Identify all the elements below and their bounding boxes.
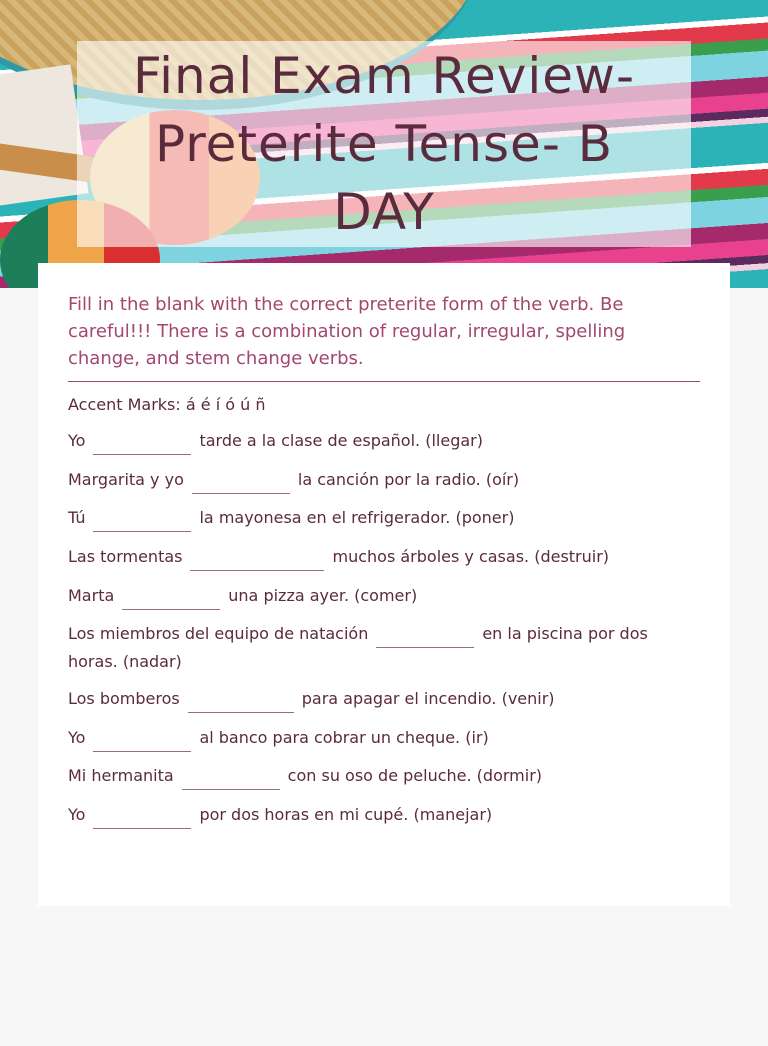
answer-blank-1[interactable]: [93, 428, 191, 455]
answer-blank-10[interactable]: [93, 802, 191, 829]
answer-blank-3[interactable]: [93, 505, 191, 532]
question-suffix: para apagar el incendio. (venir): [301, 689, 555, 708]
question-suffix: la mayonesa en el refrigerador. (poner): [199, 508, 515, 527]
answer-blank-6[interactable]: [376, 621, 474, 648]
title-box: [77, 41, 691, 247]
question-4: [68, 543, 700, 571]
question-prefix: Yo: [68, 431, 86, 450]
question-7: [68, 685, 700, 713]
worksheet-card: [38, 263, 730, 906]
question-prefix: Los bomberos: [68, 689, 180, 708]
answer-blank-4[interactable]: [190, 544, 324, 571]
question-suffix: por dos horas en mi cupé. (manejar): [199, 805, 493, 824]
answer-blank-8[interactable]: [93, 725, 191, 752]
question-prefix: Mi hermanita: [68, 766, 174, 785]
answer-blank-5[interactable]: [122, 583, 220, 610]
instructions-text: Fill in the blank with the correct preterite form of the verb. Be careful!!! There is a combination of regular, irregular, spelling change, and stem change verbs.: [68, 294, 626, 369]
question-5: [68, 582, 700, 610]
question-10: [68, 801, 700, 829]
question-suffix: muchos árboles y casas. (destruir): [332, 547, 610, 566]
question-prefix: Las tormentas: [68, 547, 183, 566]
question-prefix: Margarita y yo: [68, 470, 184, 489]
question-suffix: con su oso de peluche. (dormir): [287, 766, 543, 785]
question-prefix: Marta: [68, 586, 115, 605]
question-9: [68, 762, 700, 790]
page-title: Final Exam Review- Preterite Tense- B DAY: [133, 47, 635, 241]
question-2: [68, 466, 700, 494]
question-3: [68, 504, 700, 532]
answer-blank-7[interactable]: [188, 686, 294, 713]
answer-blank-2[interactable]: [192, 467, 290, 494]
question-prefix: Tú: [68, 508, 86, 527]
divider: [68, 381, 700, 382]
question-1: [68, 427, 700, 455]
question-suffix: una pizza ayer. (comer): [228, 586, 418, 605]
question-6: [68, 620, 700, 676]
question-prefix: Yo: [68, 728, 86, 747]
question-suffix: al banco para cobrar un cheque. (ir): [199, 728, 489, 747]
question-suffix: la canción por la radio. (oír): [297, 470, 520, 489]
question-prefix: Yo: [68, 805, 86, 824]
answer-blank-9[interactable]: [182, 763, 280, 790]
question-prefix: Los miembros del equipo de natación: [68, 624, 369, 643]
question-suffix: en la piscina por dos horas. (nadar): [68, 624, 648, 671]
question-suffix: tarde a la clase de español. (llegar): [199, 431, 483, 450]
accent-marks-text: Accent Marks: á é í ó ú ñ: [68, 395, 266, 414]
question-8: [68, 724, 700, 752]
